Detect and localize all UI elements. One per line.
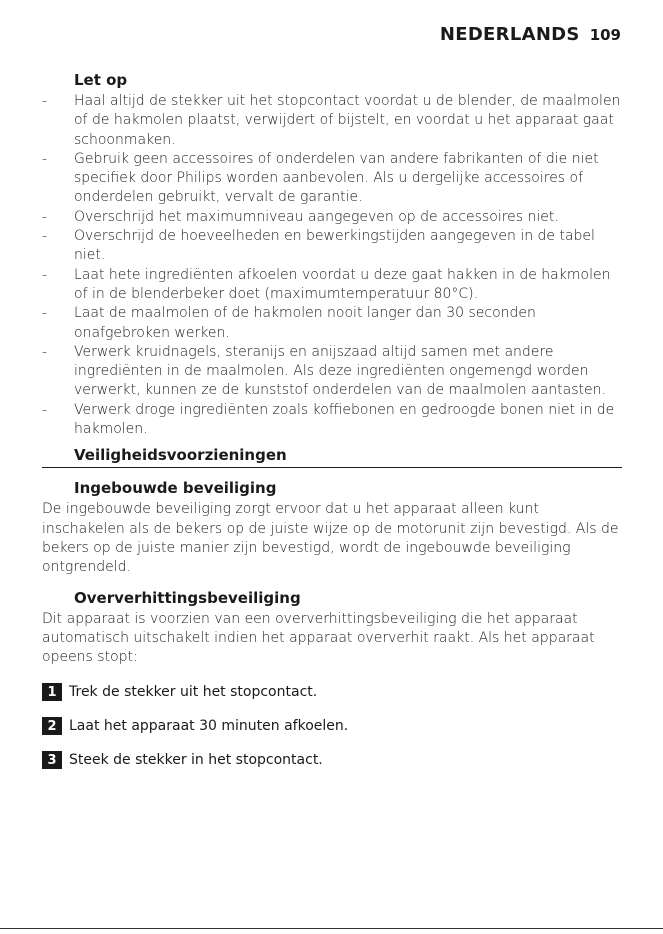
step-item — [42, 749, 622, 771]
list-item: - Verwerk droge ingrediënten zoals koffiebonen en gedroogde bonen niet in de hakmolen. — [42, 401, 622, 440]
step-item — [42, 681, 622, 703]
steps-list — [42, 681, 622, 771]
step-text: Steek de stekker in het stopcontact. — [69, 751, 323, 768]
list-item: - Gebruik geen accessoires of onderdelen van andere fabrikanten of die niet specifiek door Philips worden aanbevolen. Als u dergelijke accessoires of onderdelen gebruikt, vervalt de garantie. — [42, 150, 622, 208]
step-text: Trek de stekker uit het stopcontact. — [69, 683, 318, 700]
safety-section-heading: Veiligheidsvoorzieningen — [42, 445, 622, 468]
step-number-badge: 2 — [42, 717, 62, 735]
builtin-protection-block — [42, 478, 622, 577]
list-item: - Laat de maalmolen of de hakmolen nooit langer dan 30 seconden onafgebroken werken. — [42, 304, 622, 343]
step-text: Laat het apparaat 30 minuten afkoelen. — [69, 717, 349, 734]
overheat-protection-heading: Oververhittingsbeveiliging — [74, 588, 301, 607]
list-item: - Overschrijd de hoeveelheden en bewerkingstijden aangegeven in de tabel niet. — [42, 227, 622, 266]
bottom-divider — [0, 928, 663, 929]
builtin-protection-heading: Ingebouwde beveiliging — [74, 479, 277, 498]
list-item: - Haal altijd de stekker uit het stopcontact voordat u de blender, de maalmolen of de hakmolen plaatst, verwijdert of bijstelt, en voordat u het apparaat gaat schoonmaken. — [42, 92, 622, 150]
overheat-protection-block — [42, 588, 622, 668]
page-header — [440, 24, 621, 45]
caution-list — [42, 92, 622, 439]
step-number-badge: 1 — [42, 683, 62, 701]
list-item: - Laat hete ingrediënten afkoelen voordat u deze gaat hakken in de hakmolen of in de blenderbeker doet (maximumtemperatuur 80°C). — [42, 266, 622, 305]
builtin-protection-text: De ingebouwde beveiliging zorgt ervoor dat u het apparaat alleen kunt inschakelen als de bekers op de juiste wijze op de motorunit zijn bevestigd. Als de bekers op de juiste manier zijn bevestigd, wordt de ingebouwde beveiliging ontgrendeld. — [42, 501, 619, 576]
step-number-badge: 3 — [42, 751, 62, 769]
list-item: - Overschrijd het maximumniveau aangegeven op de accessoires niet. — [42, 208, 622, 227]
overheat-protection-text: Dit apparaat is voorzien van een oververhittingsbeveiliging die het apparaat automatisch uitschakelt indien het apparaat oververhit raakt. Als het apparaat opeens stopt: — [42, 610, 595, 666]
caution-heading: Let op — [74, 71, 128, 89]
page-content — [42, 70, 622, 783]
list-item: - Verwerk kruidnagels, steranijs en anijszaad altijd samen met andere ingrediënten in de maalmolen. Als deze ingrediënten ongemengd worden verwerkt, kunnen ze de kunststof onderdelen van de maalmolen aantasten. — [42, 343, 622, 401]
page-number: 109 — [589, 26, 621, 44]
step-item — [42, 715, 622, 737]
language-label: NEDERLANDS — [439, 24, 580, 45]
